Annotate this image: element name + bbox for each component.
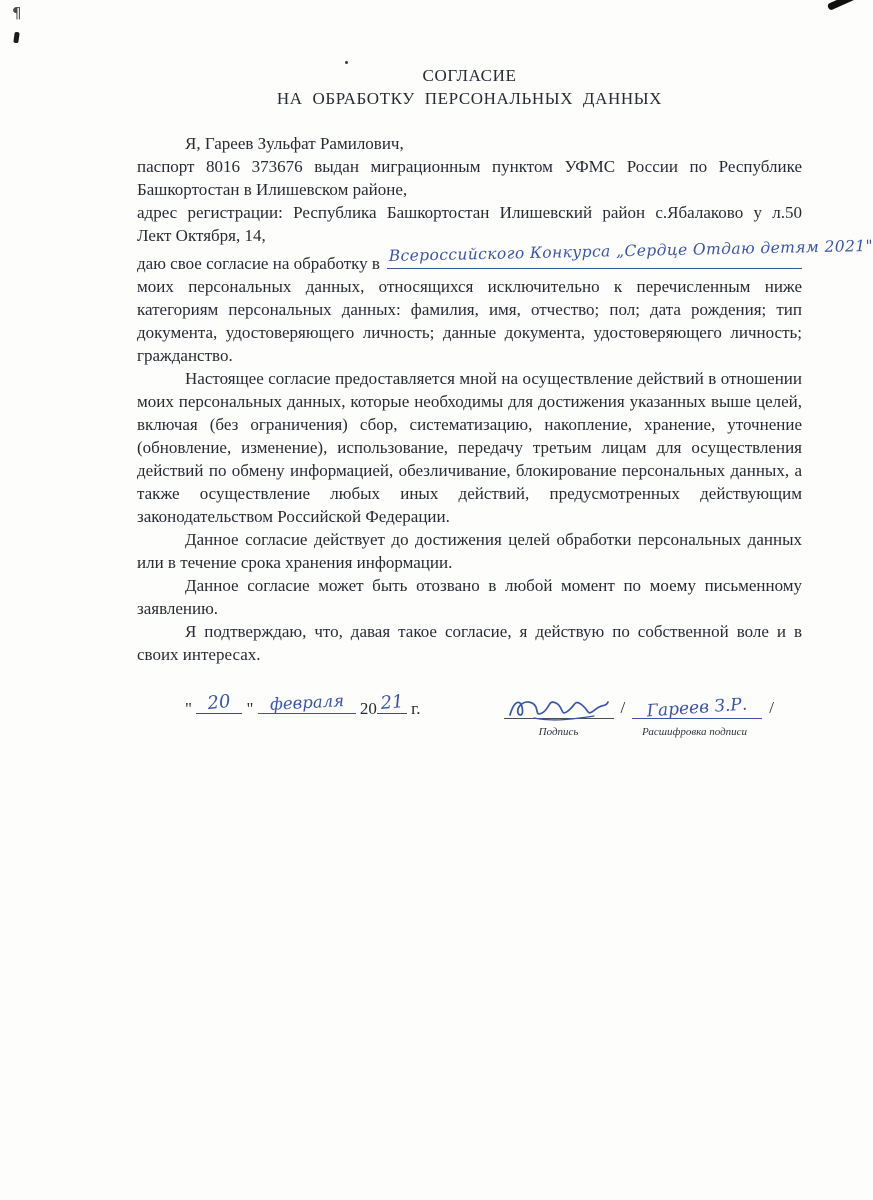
signature-labels [504,721,774,744]
signature-transcript-handwritten: Гареев З.Р. [646,694,749,722]
document-title-line1: СОГЛАСИЕ [422,66,517,85]
scan-artifact-left-dash [13,32,19,44]
intro-continuation: моих персональных данных, относящихся исключительно к перечисленным ниже категориям персональных данных: фамилия, имя, отчество; пол; дата рождения; тип документа, удостоверяющего личность; данные документа, удостоверяющего личность; гражданство. [137,277,802,365]
date-year-field [377,691,407,714]
intro-address-line2: Лект Октября, 14, [137,226,266,245]
label-spacer [614,721,630,744]
signature-transcript-field [632,694,762,722]
paragraph-actions: Настоящее согласие предоставляется мной на осуществление действий в отношении моих персональных данных, которые необходимы для достижения указанных выше целей, включая (без ограничения) сбор, систематизацию, накопление, хранение, уточнение (обновление, изменение), использование, передачу третьим лицам для осуществления действий по обмену информацией, обезличивание, блокирование персональных данных, а также осуществление любых иных действий, предусмотренных действующим законодательством Российской Федерации. [137,369,802,526]
document-content [137,64,873,744]
signature-field [504,694,614,719]
signature-slash-2: / [769,698,774,717]
scan-artifact-pilcrow-mark: ¶ [12,4,22,22]
transcript-label: Расшифровка подписи [642,726,748,738]
date-suffix: г. [411,699,421,718]
scan-artifact-corner-stroke [827,0,857,11]
signature-scribble [506,695,610,721]
date-close-quote: " [246,699,254,718]
date-year-handwritten: 21 [379,691,405,714]
intro-passport-line: паспорт 8016 373676 выдан миграционным пунктом УФМС России по Республике [137,157,802,176]
consent-line [137,236,873,275]
consent-prefix: даю свое согласие на обработку в [137,254,380,273]
paragraph-revocation: Данное согласие может быть отозвано в любой момент по моему письменному заявлению. [137,576,802,618]
consent-handwritten-field [387,236,873,269]
document-title-line2: НА ОБРАБОТКУ ПЕРСОНАЛЬНЫХ ДАННЫХ [276,89,663,108]
intro-passport-line2: Башкортостан в Илишевском районе, [137,180,408,199]
signature-label: Подпись [538,726,579,738]
date-day-handwritten: 20 [206,690,232,715]
signature-row [504,694,774,722]
signature-slash-1: / [620,698,626,717]
date-signature-row [137,690,802,744]
consent-handwritten-text: Всероссийского Конкурса „Сердце Отдаю детям 2021" [388,236,873,266]
intro-name-line: Я, Гареев Зульфат Рамилович, [185,134,404,153]
date-line [185,690,421,720]
signature-block [504,694,774,744]
date-open-quote: " [185,699,192,718]
date-day-field [196,690,242,715]
date-century: 20 [359,699,377,718]
intro-block [137,132,873,367]
date-month-handwritten: февраля [269,691,345,714]
intro-address-line: адрес регистрации: Республика Башкортостан Илишевский район с.Ябалаково у л.50 [137,203,802,222]
paragraph-confirmation: Я подтверждаю, что, давая такое согласие, я действую по собственной воле и в своих интересах. [137,622,802,664]
date-month-field [258,691,356,714]
paragraph-validity: Данное согласие действует до достижения целей обработки персональных данных или в течение срока хранения информации. [137,530,802,572]
